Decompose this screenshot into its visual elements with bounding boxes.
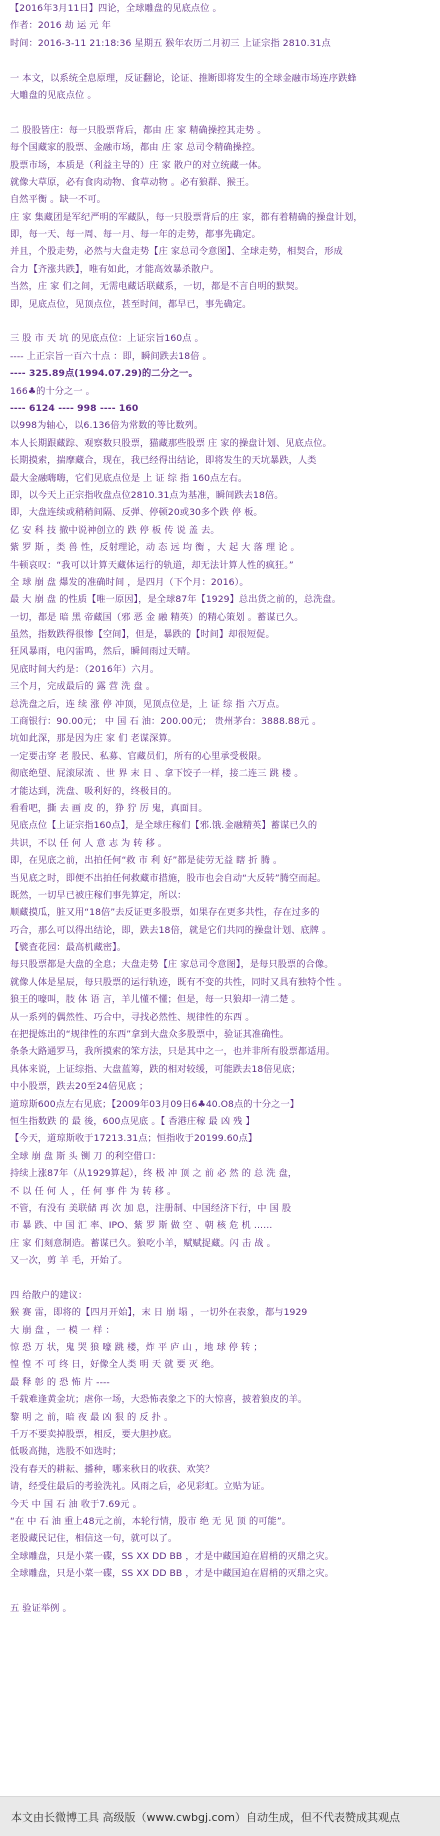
footer-bar [0,1796,440,1836]
text-line: 大 崩 盘 ，一 模 一 样 ： [10,1324,115,1336]
blank-line [10,52,426,69]
text-line: 以998为轴心，以6.136倍为常数的等比数列。 [10,420,204,432]
text-line: 千载难逢黄金坑；虐你一场，大恐怖表象之下的大惊喜，披着狼皮的羊。 [10,1394,308,1406]
text-line: 紫 罗 斯 ，类 兽 性，反射理论，动 态 远 均 衡 ，大 起 大 落 理 论 。 [10,542,300,554]
text-line: 全球雕盘，只是小菜一碟，SS XX DD BB ，才是中藏国迫在眉梢的灭鼎之灾。 [10,1568,334,1580]
text-line: 时间：2016-3-11 21:18:36 星期五 猴年农历二月初三 上证宗指 2810.31点 [10,37,331,49]
text-line: 每个国藏家的股票、金融市场，都由 庄 家 总司令精确操控。 [10,142,261,154]
blank-line [10,313,426,330]
text-line: 恒生指数跌 的 最 後，600点见底 。【 香港庄稼 最 凶 残 】 [10,1116,255,1127]
text-line: 全 球 崩 盘 爆发的准确时间 ，是四月（下个月：2016）。 [10,576,249,588]
text-line: 五 验证举例 。 [10,1602,72,1614]
text-line: 就像人体是星辰，每只股票的运行轨迹，既有不变的共性，同时又具有独特个性 。 [10,976,348,988]
text-line: 今天 中 国 石 油 收于7.69元 。 [10,1498,142,1510]
text-line: 【2016年3月11日】四论，全球雕盘的见底点位 。 [10,3,222,14]
footer-text: 本文由长微博工具 高级版（www.cwbgj.com）自动生成，但不代表赞成其观点 [11,1811,401,1824]
text-line: 见底点位【上证宗指160点】，是全球庄稼们【邪.饿.金融精英】蓄谋已久的 [10,820,318,832]
text-line: 共识，不以 任 何 人 意 志 为 转 移 。 [10,837,168,849]
blank-line [10,1270,426,1287]
text-line: 道琼斯600点左右见底；【2009年03月09日6♣40.O8点的十分之一】 [10,1098,300,1110]
text-line: 惶 惶 不 可 终 日，好像全人类 明 天 就 要 灭 绝。 [10,1359,220,1371]
text-line: 黎 明 之 前，暗 夜 最 凶 狠 的 反 扑 。 [10,1411,174,1423]
text-line: 最 释 彰 的 恐 怖 片 ---- [10,1376,110,1388]
text-line: 坑如此深，那是因为庄 家 们 老谋深算。 [10,733,177,745]
text-line: 又一次，剪 羊 毛，开始了。 [10,1255,128,1267]
text-line: 持续上涨87年（从1929算起），终 极 冲 顶 之 前 必 然 的 总 洗 盘， [10,1168,298,1180]
text-line: 不管，有没有 美联储 再 次 加 息，注册制、中国经济下行，中 国 股 [10,1202,292,1214]
text-line: 见底时间大约是：（2016年）六月。 [10,663,160,675]
text-line: 本人长期跟藏踪、观察数只股票，猫藏那些股票 庄 家的操盘计划、见底点位。 [10,437,332,449]
text-line: 巧合，那么可以得出结论，即，跌去18倍，就是它们共同的操盘计划、底牌 。 [10,924,332,936]
text-line: 看看吧，撕 去 画 皮 的，狰 狞 厉 鬼，真面目。 [10,802,208,814]
text-line: ---- 325.89点(1994.07.29)的二分之一。 [10,368,198,380]
text-line: 老股藏民记住，相信这一句，就可以了。 [10,1533,178,1545]
text-line: 牛顿哀叹：“我可以计算天藏体运行的轨道，却无法计算人性的疯狂。” [10,559,294,571]
text-line: 【今天，道琼斯收于17213.31点；恒指收于20199.60点】 [10,1133,258,1145]
text-line: 市 暴 跌、中 国 汇 率、IPO、紫 罗 斯 做 空 、朝 核 危 机 …… [10,1220,273,1232]
text-line: 虽然，指数跌得很惨【空间】，但是，暴跌的【时间】却很短促。 [10,629,275,641]
text-line: 三 股 市 天 坑 的见底点位：上证宗旨160点 。 [10,333,204,345]
blank-line [10,1583,426,1600]
text-line: 亿 安 科 技 撤中说神创立的 跌 停 板 传 说 盖 去。 [10,524,220,536]
text-line: 具体来说，上证综指、大盘蓝筹，跌的相对较缓，可能跌去18倍见底； [10,1063,301,1075]
text-line: 全球雕盘，只是小菜一碟，SS XX DD BB ，才是中藏国迫在眉梢的灭鼎之灾。 [10,1550,334,1562]
text-line: 当见底之时，即便不出拍任何救藏市措施，股市也会自动“大反转”腾空而起。 [10,872,327,884]
text-line: ---- 上正宗旨一百六十点 ：即，瞬间跌去18倍 。 [10,350,212,362]
text-line: 狂风暴雨，电闪雷鸣，然后，瞬间雨过天晴。 [10,646,196,658]
text-line: ---- 6124 ---- 998 ---- 160 [10,402,139,414]
text-line: 低吸高抛，选股不如选时； [10,1446,122,1458]
text-line: 一定要击穿 老 股民、私募、官藏员们，所有的心里承受极限。 [10,750,267,762]
text-line: 请，经受住最后的考验洗礼。风雨之后，必见彩虹。立贴为证。 [10,1481,271,1493]
text-line: 每只股票都是大盘的全息；大盘走势【庄 家总司令意图】，是每只股票的合像。 [10,959,334,971]
text-line: 惊 恐 万 状，鬼 哭 狼 嚎 跳 楼，炸 平 庐 山 ，地 球 停 转 ； [10,1342,263,1354]
text-line: 狼王的嚎叫，肢 体 语 言，羊儿懂不懂；但是，每一只狼却一清二楚 。 [10,994,301,1006]
text-line: 当然，庄 家 们之间，无需电藏话联藏系，一切，都是不言自明的默契。 [10,281,304,293]
text-line: 庄 家 集藏团是军纪严明的军藏队，每一只股票背后的庄 家，都有着精确的操盘计划， [10,211,363,223]
text-line: 工商银行：90.00元； 中 国 石 油：200.00元； 贵州茅台：3888.88元 。 [10,716,322,728]
text-line: 一切，都是 暗 黑 帝藏国（邪 恶 金 融 精英）的精心策划 。蓄谋已久。 [10,611,304,623]
text-line: 既然，一切早已被庄稼们事先算定，所以： [10,889,187,901]
text-line: 全球 崩 盘 斯 头 铡 刀 的利空借口： [10,1150,162,1162]
text-line: 不 以 任 何 人 ，任 何 事 件 为 转 移 。 [10,1185,177,1197]
text-line: 没有春天的耕耘、播种，哪来秋日的收获、欢笑？ [10,1463,215,1475]
text-line: 即，见底点位，见顶点位，甚至时间，都早已，事先确定。 [10,298,252,310]
text-line: 才能达到，洗盘、吸利好的，终极目的。 [10,785,178,797]
text-line: 并且，个股走势，必然与大盘走势【庄 家总司令意图】、全球走势，相契合，形成 [10,246,343,258]
text-line: 即，以今天上正宗指收盘点位2810.31点为基准，瞬间跌去18倍。 [10,489,284,501]
text-line: 自然平衡 。缺一不可。 [10,194,106,206]
text-line: 从一系列的偶然性、巧合中，寻找必然性、规律性的东西 。 [10,1011,255,1023]
text-line: 猴 赛 雷，即将的【四月开始】，末 日 崩 塌 ，一切外在表象，都与1929 [10,1307,308,1319]
text-line: 合力【齐涨共跌】，唯有如此，才能高效暴杀散户。 [10,263,220,275]
text-line: 三个月，完成最后的 露 营 洗 盘 。 [10,681,156,693]
text-line: 166♣的十分之一 。 [10,385,95,397]
blank-line [10,104,426,121]
text-line: 庄 家 们刻意制造。蓄谋已久。狼吃小羊，赋赋捉藏。闪 击 战 。 [10,1237,276,1249]
text-line: 股票市场，本质是（利益主导的）庄 家 散户的对立统藏一体。 [10,159,267,171]
text-line: 即，大盘连续或稍稍间隔、反弹、停顿20或30多个跌 停 板。 [10,507,263,519]
text-line: 在把提炼出的“规律性的东西”拿到大盘众多股票中，验证其准确性。 [10,1029,290,1041]
text-line: 总洗盘之后，连 续 涨 停 冲顶，见顶点位是，上 证 综 指 六万点。 [10,698,285,710]
text-line: 条条大路通罗马，我所摸索的笨方法，只是其中之一，也并非所有股票都适用。 [10,1046,336,1058]
text-line: 就像大草原，必有食肉动物、食草动物 。必有狼群、猴王。 [10,176,255,188]
text-line: 彻底绝望、屁滚尿流 、世 界 末 日 、拿下饺子一样，接二连三 跳 楼 。 [10,768,304,780]
text-line: 长期摸索，揣摩藏合，现在，我已经得出结论，即将发生的天坑暴跌，人类 [10,455,317,467]
text-line: “在 中 石 油 重上48元之前，本轮行情，股市 绝 无 见 顶 的可能”。 [10,1515,291,1527]
text-line: 千万不要卖掉股票，相反，要大胆抄底。 [10,1429,178,1441]
text-line: 最 大 崩 盘 的性质【唯一原因】，是全球87年【1929】总出货之前的，总洗盘。 [10,594,342,606]
text-line: 四 给散户的建议： [10,1289,88,1301]
text-line: 最大金融嗨嗨，它们见底点位是 上 证 综 指 160点左右。 [10,472,248,484]
text-line: 一 本文，以系统全息原理，反证翻论，论证、推断即将发生的全球金融市场连序跌蜂 [10,72,357,84]
text-line: 即，每一天、每一周、每一月、每一年的走势，都事先确定。 [10,229,261,241]
text-line: 作者：2016 劫 运 元 年 [10,20,111,32]
text-line: 顺藏摸瓜，脏又用“18倍”去反证更多股票，如果存在更多共性，存在过多的 [10,907,320,919]
text-line: 【襞査花园：最高机藏密】。 [10,942,127,954]
text-line: 大雕盘的见底点位 。 [10,89,97,101]
text-line: 中小股票，跌去20至24倍见底 ； [10,1081,149,1093]
text-line: 二 股股皆庄：每一只股票背后，都由 庄 家 精确操控其走势 。 [10,124,267,136]
text-line: 即，在见底之前，出拍任何“救 市 利 好”都是徒劳无益 瞎 折 腾 。 [10,855,283,867]
